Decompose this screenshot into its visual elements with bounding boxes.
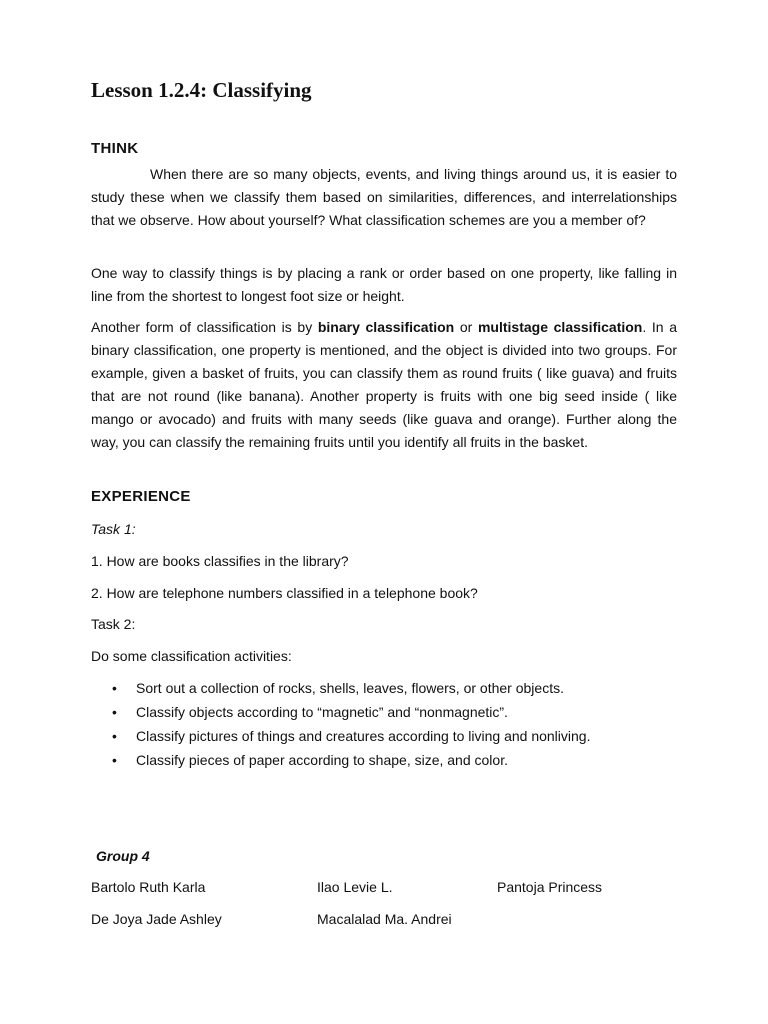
think-paragraph-3 — [91, 316, 677, 454]
task-1-question-2: 2. How are telephone numbers classified in a telephone book? — [91, 585, 478, 601]
term-multistage-classification: multistage classification — [477, 319, 643, 335]
task-2-label: Task 2: — [91, 616, 136, 632]
think-heading: THINK — [91, 140, 139, 157]
think-paragraph-1: When there are so many objects, events, and living things around us, it is easier to study these when we classify them based on similarities, differences, and interrelationships that we observe. How about yourself? What classification schemes are you a member of? — [91, 166, 677, 228]
paragraph-3-text-or: or — [454, 319, 478, 335]
group-label: Group 4 — [96, 848, 150, 864]
term-binary-classification: binary classification — [317, 319, 455, 335]
group-member: Bartolo Ruth Karla — [91, 879, 206, 895]
list-item: • Classify pictures of things and creatures according to living and nonliving. — [91, 726, 677, 750]
paragraph-3-text-start: Another form of classification is by — [91, 319, 318, 335]
lesson-title: Lesson 1.2.4: Classifying — [91, 78, 312, 102]
think-paragraph-2: One way to classify things is by placing a rank or order based on one property, like falling in line from the shortest to longest foot size or height. — [91, 265, 677, 304]
task-2-intro: Do some classification activities: — [91, 648, 292, 664]
group-member: Ilao Levie L. — [317, 879, 393, 895]
experience-heading: EXPERIENCE — [91, 488, 191, 505]
group-member: De Joya Jade Ashley — [91, 911, 222, 927]
list-item: • Classify pieces of paper according to shape, size, and color. — [91, 750, 677, 774]
list-item: • Sort out a collection of rocks, shells, leaves, flowers, or other objects. — [91, 678, 677, 702]
group-member: Macalalad Ma. Andrei — [317, 911, 452, 927]
paragraph-3-text-rest: . In a binary classification, one property is mentioned, and the object is divided into two groups. For example, given a basket of fruits, you can classify them as round fruits ( like guava) and fruits that are not round (like banana). Another property is fruits with one big seed inside ( like mango or avocado) and fruits with many seeds (like guava and orange). Further along the way, you can classify the remaining fruits until you identify all fruits in the basket. — [91, 319, 678, 450]
list-item: • Classify objects according to “magnetic” and “nonmagnetic”. — [91, 702, 677, 726]
activity-list — [91, 678, 677, 774]
task-1-label: Task 1: — [91, 521, 136, 537]
group-member: Pantoja Princess — [497, 879, 603, 895]
task-1-question-1: 1. How are books classifies in the library? — [91, 553, 349, 569]
